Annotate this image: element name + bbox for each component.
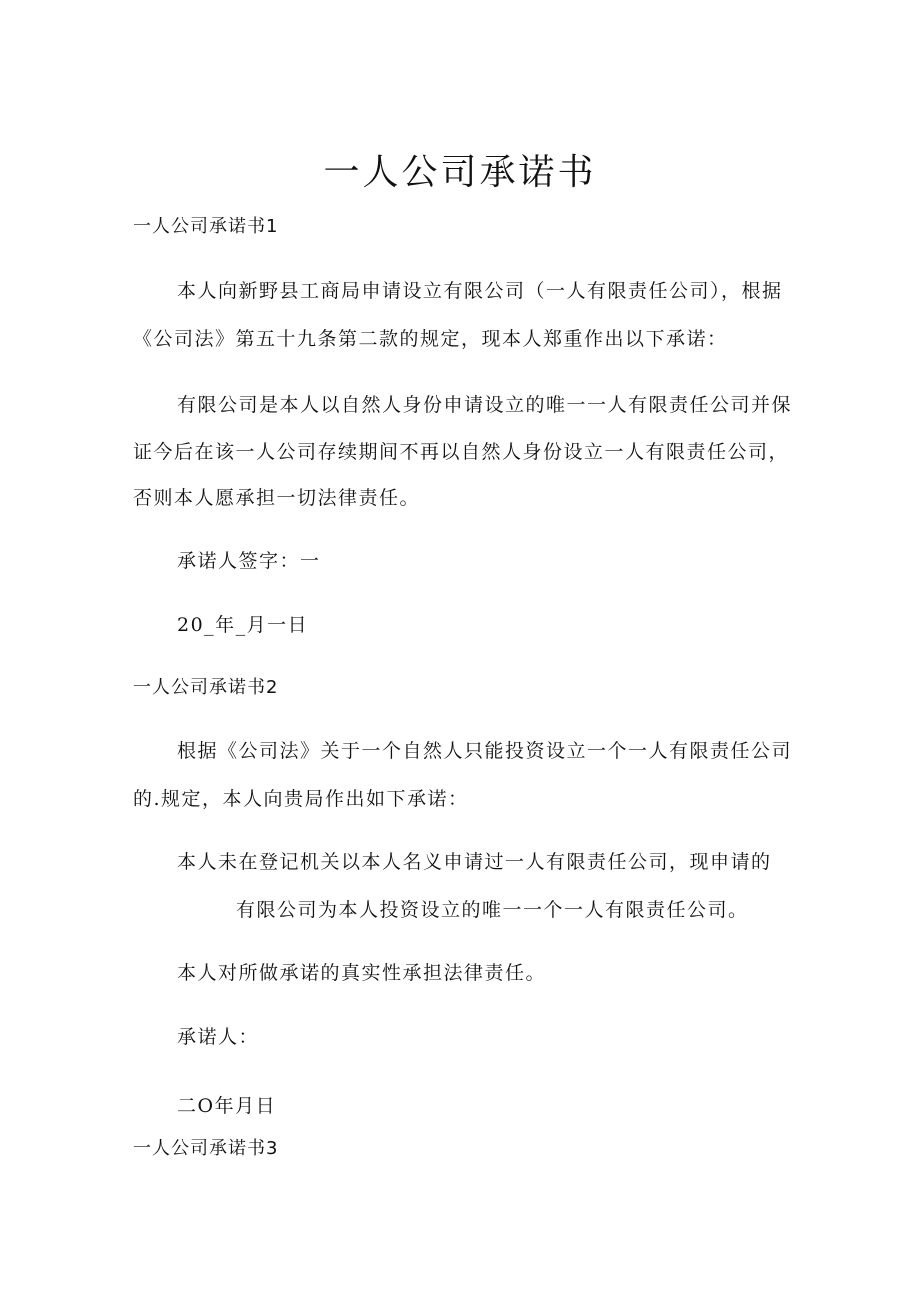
- section1-para2-line3: 否则本人愿承担一切法律责任。: [133, 487, 421, 509]
- section2-date: 二O年月日: [177, 1095, 277, 1117]
- section1-heading: 一人公司承诺书1: [133, 216, 279, 237]
- section2-para3: 本人对所做承诺的真实性承担法律责任。: [177, 962, 547, 984]
- section3-heading: 一人公司承诺书3: [133, 1138, 279, 1159]
- section2-para1-line1: 根据《公司法》关于一个自然人只能投资设立一个一人有限责任公司: [177, 740, 793, 762]
- section1-date: 20_年_月一日: [177, 614, 309, 636]
- section2-signature: 承诺人：: [177, 1026, 260, 1048]
- section2-para2-line1: 本人未在登记机关以本人名义申请过一人有限责任公司，现申请的: [177, 851, 772, 873]
- section1-signature: 承诺人签字：一: [177, 550, 321, 572]
- section1-para1-line2: 《公司法》第五十九条第二款的规定，现本人郑重作出以下承诺：: [133, 328, 728, 350]
- section1-para2-line2: 证今后在该一人公司存续期间不再以自然人身份设立一人有限责任公司，: [133, 441, 790, 463]
- document-title: 一人公司承诺书: [323, 152, 597, 193]
- section2-para1-line2: 的.规定，本人向贵局作出如下承诺：: [133, 788, 469, 810]
- section2-heading: 一人公司承诺书2: [133, 677, 279, 698]
- section2-para2-line2: 有限公司为本人投资设立的唯一一个一人有限责任公司。: [236, 899, 749, 921]
- section1-para2-line1: 有限公司是本人以自然人身份申请设立的唯一一人有限责任公司并保: [177, 394, 793, 416]
- section1-para1-line1: 本人向新野县工商局申请设立有限公司（一人有限责任公司），根据: [177, 280, 783, 302]
